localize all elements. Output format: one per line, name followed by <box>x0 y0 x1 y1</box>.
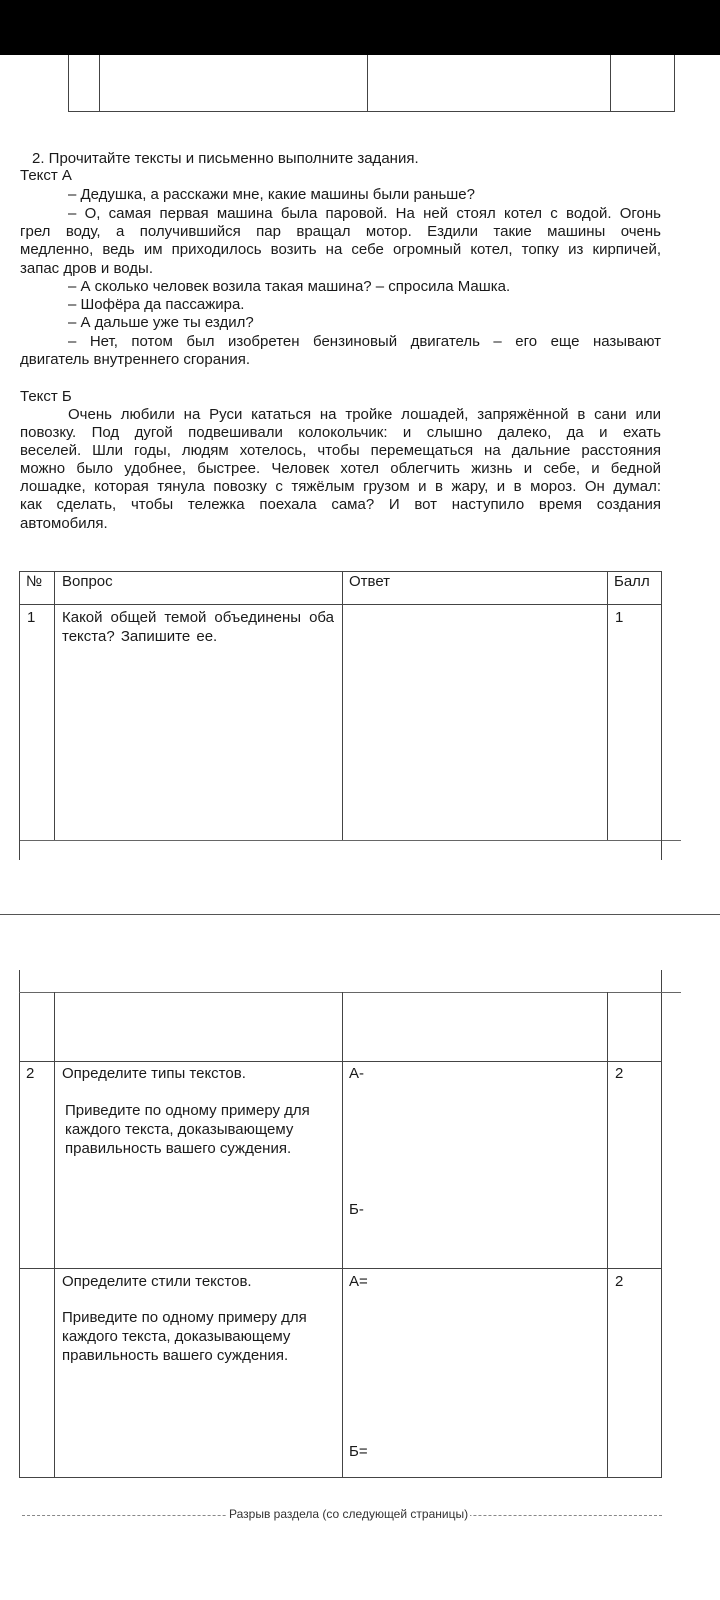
row1-answer[interactable] <box>343 605 606 839</box>
text-a-line: медленно, ведь им приходилось возить на себе огромный котел, топку из кирпичей, <box>20 241 661 258</box>
text-a-line: – Нет, потом был изобретен бензиновый двигатель – его еще называют <box>68 333 661 350</box>
section-break-label: Разрыв раздела (со следующей страницы) <box>229 1507 469 1521</box>
page-separator <box>0 914 720 915</box>
text-a-line: – О, самая первая машина была паровой. На ней стоял котел с водой. Огонь <box>68 205 661 222</box>
row2-num: 2 <box>26 1065 35 1082</box>
header-score: Балл <box>614 573 650 590</box>
text-a-line: грел воду, а получившийся пар вращал мотор. Ездили такие машины очень <box>20 223 661 240</box>
text-b-title: Текст Б <box>20 388 72 405</box>
text-b-line: как сделать, чтобы тележка поехала сама? И вот наступило время создания <box>20 496 661 513</box>
row1-question: Какой общей темой объединены оба текста? Запишите ее. <box>62 609 334 645</box>
top-black-bar <box>0 0 720 55</box>
row3-question-line2: Приведите по одному примеру для каждого текста, доказывающему правильность вашего суждения. <box>62 1309 307 1364</box>
text-a-line: – Шофёра да пассажира. <box>68 296 245 313</box>
text-a-line: – А сколько человек возила такая машина? – спросила Машка. <box>68 278 511 295</box>
task-heading: 2. Прочитайте тексты и письменно выполните задания. <box>32 150 419 167</box>
row3-answer-b[interactable]: Б= <box>349 1443 368 1460</box>
text-b-line: Очень любили на Руси кататься на тройке лошадей, запряжённой в сани или <box>68 406 661 423</box>
row2-question-line2: Приведите по одному примеру для каждого текста, доказывающему правильность вашего суждения. <box>65 1102 310 1157</box>
header-question: Вопрос <box>62 573 113 590</box>
text-a-line: запас дров и воды. <box>20 260 153 277</box>
text-b-line: можно было удобнее, быстрее. Человек хотел облегчить жизнь и себе, и бедной <box>20 460 661 477</box>
text-b-line: веселей. Шли годы, людям хотелось, чтобы перемещаться на дальние расстояния <box>20 442 661 459</box>
text-a-title: Текст А <box>20 167 72 184</box>
row3-question-line1: Определите стили текстов. <box>62 1273 252 1290</box>
text-b-line: автомобиля. <box>20 515 108 532</box>
header-answer: Ответ <box>349 573 391 590</box>
row2-answer-b[interactable]: Б- <box>349 1201 364 1218</box>
row2-score: 2 <box>615 1065 624 1082</box>
row3-score: 2 <box>615 1273 624 1290</box>
header-num: № <box>26 573 43 590</box>
text-a-line: – А дальше уже ты ездил? <box>68 314 254 331</box>
row1-score: 1 <box>615 609 624 626</box>
text-a-line: двигатель внутреннего сгорания. <box>20 351 251 368</box>
text-b-line: повозку. Под дугой подвешивали колокольчик: и слышно далеко, да и ехать <box>20 424 661 441</box>
row2-answer-a[interactable]: А- <box>349 1065 364 1082</box>
row2-question-line1: Определите типы текстов. <box>62 1065 246 1082</box>
row1-num: 1 <box>27 609 36 626</box>
previous-table-fragment <box>68 55 675 112</box>
row3-answer-a[interactable]: А= <box>349 1273 368 1290</box>
text-b-line: лошадке, которая тянула повозку с тяжёлым грузом и в жару, и в мороз. Он думал: <box>20 478 661 495</box>
text-a-line: – Дедушка, а расскажи мне, какие машины были раньше? <box>68 186 475 203</box>
